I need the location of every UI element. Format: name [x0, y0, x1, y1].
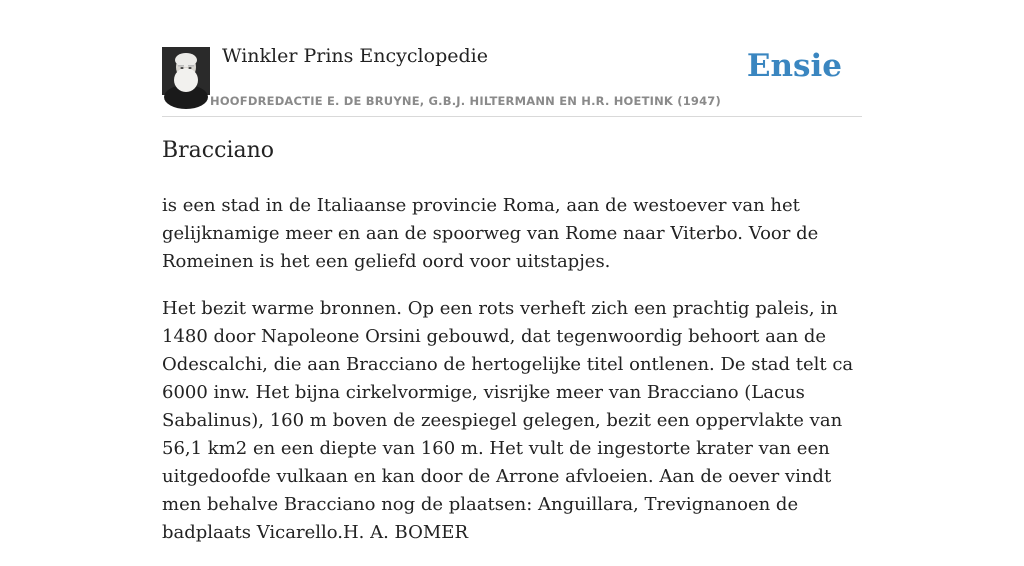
- article-body: [162, 192, 862, 566]
- bearded-man-portrait-icon[interactable]: [162, 47, 210, 95]
- editors-credit: HOOFDREDACTIE E. DE BRUYNE, G.B.J. HILTERMANN EN H.R. HOETINK (1947): [210, 94, 721, 108]
- article-paragraph: is een stad in de Italiaanse provincie Roma, aan de westoever van het gelijknamige meer en aan de spoorweg van Rome naar Viterbo. Voor de Romeinen is het een geliefd oord voor uitstapjes.: [162, 195, 819, 272]
- site-title[interactable]: Winkler Prins Encyclopedie: [222, 45, 488, 67]
- article-paragraph: Het bezit warme bronnen. Op een rots verheft zich een prachtig paleis, in 1480 door Napoleone Orsini gebouwd, dat tegenwoordig behoort aan de Odescalchi, die aan Bracciano de hertogelijke titel ontlenen. De stad telt ca 6000 inw. Het bijna cirkelvormige, visrijke meer van Bracciano (Lacus Sabalinus), 160 m boven de zeespiegel gelegen, bezit een oppervlakte van 56,1 km2 en een diepte van 160 m. Het vult de ingestorte krater van een uitgedoofde vulkaan en kan door de Arrone afvloeien. Aan de oever vindt men behalve Bracciano nog de plaatsen: Anguillara, Trevignanoen de badplaats Vicarello.H. A. BOMER: [162, 298, 854, 543]
- site-header: [162, 40, 862, 117]
- ensie-logo[interactable]: Ensie: [746, 48, 842, 84]
- article-title: Bracciano: [162, 138, 275, 163]
